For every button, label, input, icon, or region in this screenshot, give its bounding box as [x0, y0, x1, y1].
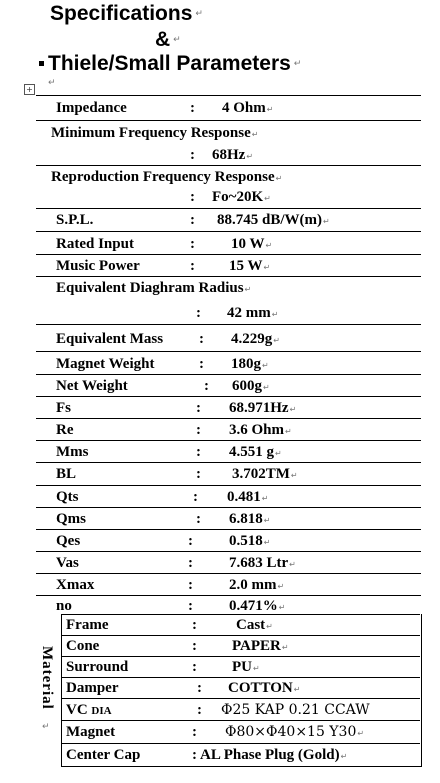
spec-row-qms [36, 507, 421, 530]
spec-row-equivalent-mass [36, 324, 421, 352]
spec-colon: : [196, 511, 201, 527]
material-colon: : [192, 659, 197, 675]
spec-colon: : [199, 331, 204, 347]
material-colon: : [192, 617, 197, 633]
spec-row-qts [36, 485, 421, 508]
spec-colon: : [196, 422, 201, 438]
material-row-magnet [62, 720, 420, 744]
spec-row-net-weight [36, 374, 421, 397]
spec-label: Equivalent Mass [56, 331, 164, 347]
spec-label: Mms [56, 444, 89, 460]
spec-value: 7.683 Ltr↵ [229, 555, 296, 571]
spec-colon: : [190, 258, 195, 274]
spec-value: 0.481↵ [227, 489, 269, 505]
spec-row-impedance [36, 95, 421, 121]
spec-label: Qts [56, 489, 79, 505]
spec-colon: : [196, 400, 201, 416]
spec-label: Xmax [56, 577, 95, 593]
spec-colon: : [190, 100, 195, 116]
table-move-handle-icon[interactable]: + [24, 84, 35, 95]
spec-colon: : [190, 189, 195, 205]
spec-colon: : [204, 378, 209, 394]
material-label-cell: Cone [66, 638, 100, 654]
material-row-center-cap [62, 743, 420, 767]
material-row-surround [62, 656, 420, 678]
material-label-cell: Center Cap [66, 747, 141, 763]
material-row-cone [62, 635, 420, 657]
material-label-cell: VC DIA [66, 702, 112, 718]
spec-value: 2.0 mm↵ [229, 577, 285, 593]
heading-ampersand: & ↵ [155, 28, 181, 51]
material-value: Φ25 KAP 0.21 CCAW [221, 702, 370, 718]
spec-label: Equivalent Diaghram Radius↵ [56, 280, 252, 296]
material-value: PU↵ [232, 659, 260, 675]
spec-row-diaphragm-radius [36, 276, 421, 325]
material-label-cell: Surround [66, 659, 129, 675]
spec-row-xmax [36, 573, 421, 596]
spec-row-rated-input [36, 231, 421, 255]
material-row-vc [62, 698, 420, 721]
spec-row-qes [36, 529, 421, 552]
spec-value: 180g↵ [231, 356, 269, 372]
material-label: Material [39, 646, 55, 710]
spec-label: Minimum Frequency Response↵ [51, 125, 259, 141]
spec-value: 3.702TM↵ [232, 466, 298, 482]
spec-colon: : [190, 212, 195, 228]
spec-value: 68.971Hz↵ [229, 400, 297, 416]
material-colon: : [192, 724, 197, 740]
spec-label: Qes [56, 533, 81, 549]
spec-colon: : [188, 533, 193, 549]
paragraph-mark-icon: ↵ [48, 78, 56, 88]
spec-value: 68Hz↵ [212, 147, 254, 163]
spec-label: Magnet Weight [56, 356, 155, 372]
spec-label: Fs [56, 400, 71, 416]
spec-label: no [56, 598, 72, 614]
spec-value: 0.471%↵ [229, 598, 286, 614]
material-value: Φ80×Φ40×15 Y30↵ [225, 724, 365, 740]
spec-label: Music Power [56, 258, 140, 274]
spec-label: Vas [56, 555, 79, 571]
spec-row-fs [36, 396, 421, 419]
spec-value: 4.229g↵ [231, 331, 280, 347]
spec-value: 4 Ohm↵ [222, 100, 274, 116]
spec-colon: : [199, 356, 204, 372]
spec-value: 0.518↵ [229, 533, 271, 549]
spec-value: 4.551 g↵ [229, 444, 282, 460]
spec-colon: : [188, 598, 193, 614]
material-value: PAPER↵ [232, 638, 289, 654]
spec-value: 600g↵ [232, 378, 270, 394]
spec-colon: : [196, 466, 201, 482]
spec-label: BL [56, 466, 77, 482]
material-label-cell: Magnet [66, 724, 116, 740]
spec-colon: : [190, 236, 195, 252]
spec-label: Impedance [56, 100, 127, 116]
spec-label: Qms [56, 511, 86, 527]
spec-label: Reproduction Frequency Response↵ [51, 169, 283, 185]
spec-label: Rated Input [56, 236, 134, 252]
spec-row-repro-freq [36, 165, 421, 209]
material-colon: : [197, 702, 202, 718]
spec-colon: : [196, 444, 201, 460]
spec-colon: : [190, 147, 195, 163]
material-row-frame [62, 614, 420, 636]
heading-thiele-small: Thiele/Small Parameters ↵ [48, 52, 302, 75]
spec-label: Net Weight [56, 378, 128, 394]
spec-row-music-power [36, 254, 421, 277]
spec-colon: : [193, 489, 198, 505]
material-row-damper [62, 677, 420, 699]
material-value: AL Phase Plug (Gold)↵ [200, 747, 348, 763]
spec-colon: : [196, 305, 201, 321]
spec-colon: : [188, 555, 193, 571]
spec-label: S.P.L. [56, 212, 94, 228]
spec-row-mms [36, 440, 421, 463]
spec-value: 88.745 dB/W(m)↵ [217, 212, 330, 228]
spec-row-spl [36, 208, 421, 232]
material-label-cell: Damper [66, 680, 119, 696]
spec-row-magnet-weight [36, 351, 421, 375]
spec-colon: : [188, 577, 193, 593]
material-value: COTTON↵ [228, 680, 301, 696]
spec-row-vas [36, 551, 421, 574]
spec-value: 15 W↵ [229, 258, 271, 274]
material-colon: : [192, 638, 197, 654]
spec-row-no [36, 595, 421, 615]
spec-value: Fo~20K↵ [212, 189, 271, 205]
heading-specifications: Specifications ↵ [50, 2, 203, 25]
spec-value: 3.6 Ohm↵ [229, 422, 292, 438]
material-label-cell: Frame [66, 617, 109, 633]
material-colon: : [197, 680, 202, 696]
spec-value: 10 W↵ [231, 236, 273, 252]
spec-row-min-freq [36, 120, 421, 166]
spec-value: 42 mm↵ [227, 305, 279, 321]
spec-row-bl [36, 462, 421, 486]
paragraph-mark-icon: ↵ [42, 722, 50, 732]
spec-row-re [36, 418, 421, 441]
material-value: Cast↵ [236, 617, 273, 633]
spec-value: 6.818↵ [229, 511, 271, 527]
spec-label: Re [56, 422, 74, 438]
material-colon: : [192, 747, 197, 763]
